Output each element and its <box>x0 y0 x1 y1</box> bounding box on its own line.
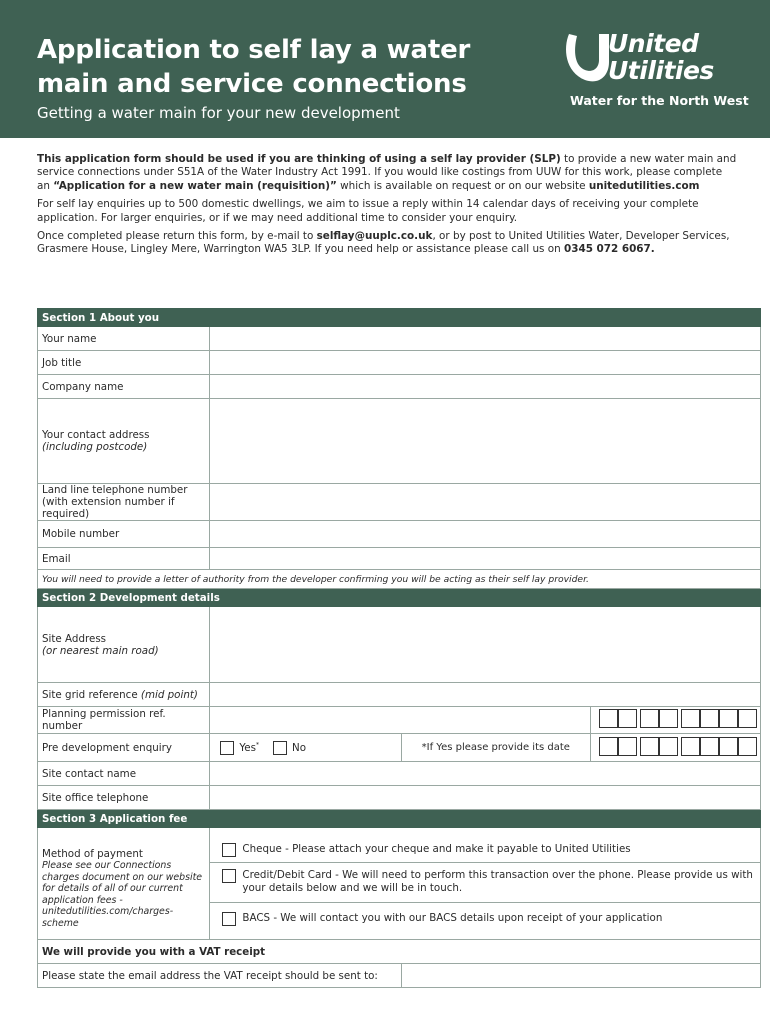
logo-text <box>608 30 714 84</box>
title-line-1: Application to self lay a water <box>37 35 471 65</box>
page-title <box>37 33 470 101</box>
intro-paragraph-2: For self lay enquiries up to 500 domestic dwellings, we aim to issue a reply within 14 calendar days of receiving your complete application. For larger enquiries, or if we may need additional time to consider your enquiry. <box>37 198 699 224</box>
website-link[interactable]: unitedutilities.com <box>588 179 700 192</box>
no-checkbox[interactable] <box>273 741 287 755</box>
intro-text <box>37 153 737 262</box>
section-1-header: Section 1 About you <box>38 309 761 327</box>
cheque-label: Cheque - Please attach your cheque and make it payable to United Utilities <box>242 843 631 855</box>
vat-email-field[interactable] <box>401 964 760 988</box>
job-title-field[interactable] <box>210 351 761 375</box>
logo-line-1: United <box>608 29 699 58</box>
pre-dev-label: Pre development enquiry <box>38 734 210 762</box>
if-yes-note: *If Yes please provide its date <box>401 734 590 762</box>
card-checkbox[interactable] <box>222 869 236 883</box>
landline-label: Land line telephone number (with extension number if required) <box>38 484 210 521</box>
authority-note: You will need to provide a letter of authority from the developer confirming you will be acting as their self lay provider. <box>38 570 761 589</box>
email-label: Email <box>38 548 210 570</box>
your-name-field[interactable] <box>210 327 761 351</box>
bacs-label: BACS - We will contact you with our BACS details upon receipt of your application <box>242 912 663 924</box>
grid-ref-field[interactable] <box>210 683 761 707</box>
contact-address-field[interactable] <box>210 399 761 484</box>
email-field[interactable] <box>210 548 761 570</box>
your-name-label: Your name <box>38 327 210 351</box>
planning-label: Planning permission ref. number <box>38 707 210 734</box>
header-banner <box>0 0 770 138</box>
bacs-checkbox[interactable] <box>222 912 236 926</box>
section-3-header: Section 3 Application fee <box>38 810 761 828</box>
yes-checkbox[interactable] <box>220 741 234 755</box>
mobile-label: Mobile number <box>38 521 210 548</box>
site-office-tel-field[interactable] <box>210 786 761 810</box>
title-line-2: main and service connections <box>37 69 467 99</box>
pre-dev-options: Yes* No <box>210 734 401 762</box>
method-label: Method of payment <box>42 848 143 860</box>
page-subtitle: Getting a water main for your new development <box>37 104 400 122</box>
card-label: Credit/Debit Card - We will need to perform this transaction over the phone. Please provide us with your details below and we will be in touch. <box>242 869 753 894</box>
tagline: Water for the North West <box>570 93 749 108</box>
site-address-field[interactable] <box>210 607 761 683</box>
grid-ref-label: Site grid reference (mid point) <box>38 683 210 707</box>
application-form <box>37 308 761 988</box>
company-name-label: Company name <box>38 375 210 399</box>
section-2-header: Section 2 Development details <box>38 589 761 607</box>
email-link[interactable]: selflay@uuplc.co.uk <box>316 230 433 243</box>
site-contact-field[interactable] <box>210 762 761 786</box>
contact-address-label: Your contact address (including postcode) <box>38 399 210 484</box>
vat-heading: We will provide you with a VAT receipt <box>38 940 761 964</box>
pre-dev-date-boxes[interactable] <box>590 734 760 762</box>
site-address-label: Site Address (or nearest main road) <box>38 607 210 683</box>
mobile-field[interactable] <box>210 521 761 548</box>
intro-paragraph-3: Once completed please return this form, by e-mail to selflay@uuplc.co.uk, or by post to United Utilities Water, Developer Services, Grasmere House, Lingley Mere, Warrington WA5 3LP. If you need help or assistance please call us on 0345 072 6067. <box>37 230 730 256</box>
logo-line-2: Utilities <box>608 56 714 85</box>
job-title-label: Job title <box>38 351 210 375</box>
landline-field[interactable] <box>210 484 761 521</box>
method-note: Please see our Connections charges document on our website for details of all of our current application fees - unitedutilities.com/charges-scheme <box>42 860 203 929</box>
site-contact-label: Site contact name <box>38 762 210 786</box>
payment-options <box>210 828 761 940</box>
phone-number: 0345 072 6067. <box>564 243 655 256</box>
payment-method-label <box>38 828 210 940</box>
vat-email-label: Please state the email address the VAT receipt should be sent to: <box>38 964 402 988</box>
intro-paragraph-1: This application form should be used if you are thinking of using a self lay provider (SLP) to provide a new water main and service connections under S51A of the Water Industry Act 1991. If you would like costings from UUW for this work, please complete an “Application for a new water main (requisition)” which is available on request or on our website unitedutilities.com <box>37 153 737 192</box>
planning-field[interactable] <box>210 707 591 734</box>
cheque-checkbox[interactable] <box>222 843 236 857</box>
site-office-tel-label: Site office telephone <box>38 786 210 810</box>
planning-date-boxes[interactable] <box>590 707 760 734</box>
company-name-field[interactable] <box>210 375 761 399</box>
